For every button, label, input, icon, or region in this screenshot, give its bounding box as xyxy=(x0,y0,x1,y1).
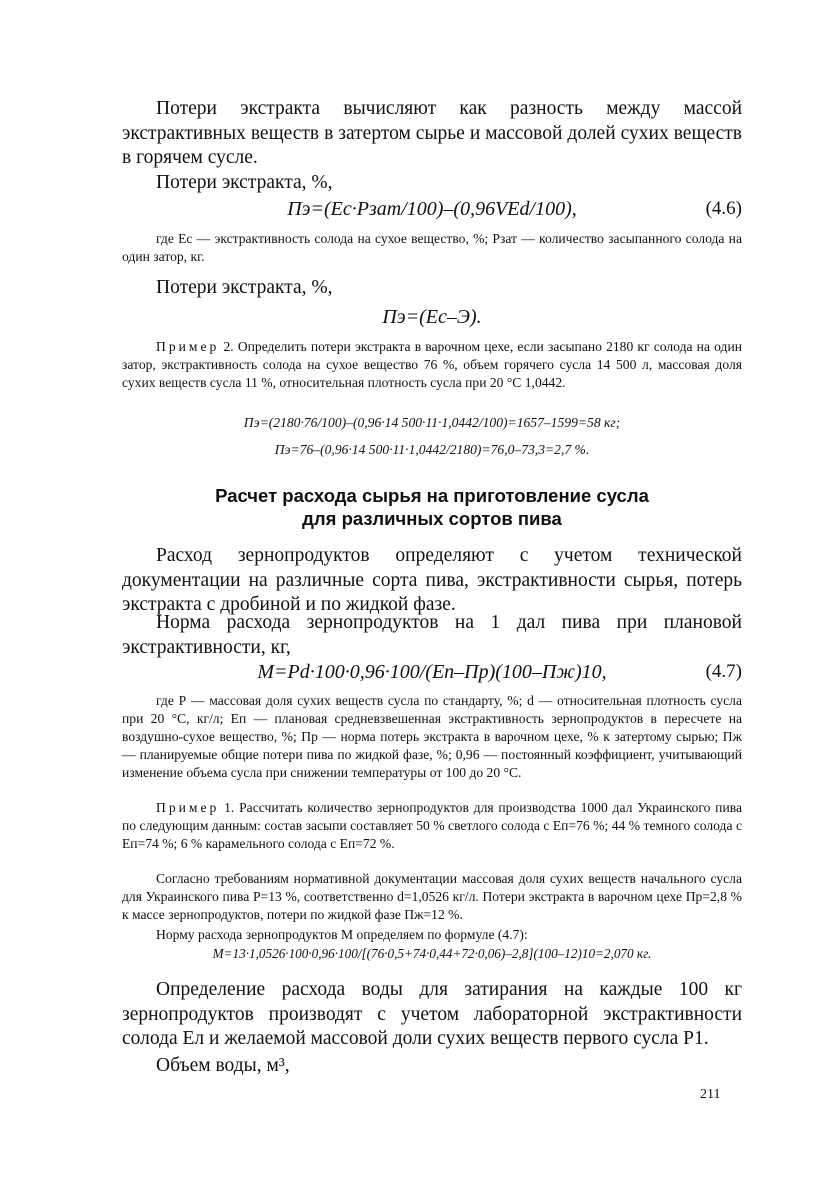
page-number: 211 xyxy=(700,1087,721,1102)
paragraph-requirements: Согласно требованиям нормативной документации массовая доля сухих веществ начального сусла для Украинского пива Р=13 %, соответственно d=1,0526 кг/л. Потери экстракта в варочном цехе Пр=2,8 % к массе зернопродуктов, потери по жидкой фазе Пж=12 %. xyxy=(122,871,742,922)
paragraph-extract-loss-definition: Потери экстракта вычисляют как разность между массой экстрактивных веществ в затертом сырье и массовой долей сухих веществ в горячем сусле. xyxy=(122,98,742,168)
example-2-label: Пример xyxy=(156,339,220,354)
paragraph-norm-formula: Норму расхода зернопродуктов М определяем по формуле (4.7): xyxy=(156,927,528,942)
formula-4-6-number: (4.6) xyxy=(705,198,742,219)
section-heading xyxy=(122,484,742,530)
example-1-text: 1. Рассчитать количество зернопродуктов для производства 1000 дал Украинского пива по следующим данным: состав засыпи составляет 50 % светлого солода с Еп=76 %; 44 % темного солода с Еп=74 %; 6 % карамельного солода с Еп=72 %. xyxy=(122,800,742,851)
formula-short: Пэ=(Ес–Э). xyxy=(382,306,482,328)
paragraph-example-2 xyxy=(122,338,742,392)
paragraph-water-consumption: Определение расхода воды для затирания на каждые 100 кг зернопродуктов производят с учетом лабораторной экстрактивности солода Ел и желаемой массовой доли сухих веществ первого сусла Р1. xyxy=(122,979,742,1049)
formula-4-7-text: M=Pd·100·0,96·100/(Еп–Пр)(100–Пж)10, xyxy=(257,661,607,683)
section-heading-line-1: Расчет расхода сырья на приготовление сусла xyxy=(215,485,649,506)
formula-4-7 xyxy=(122,659,742,685)
paragraph-norm-consumption: Норма расхода зернопродуктов на 1 дал пива при плановой экстрактивности, кг, xyxy=(122,612,742,658)
paragraph-extract-loss-label: Потери экстракта, %, xyxy=(156,172,333,193)
example-1-label: Пример xyxy=(156,800,220,815)
calc-line-3: M=13·1,0526·100·0,96·100/[(76·0,5+74·0,44+72·0,06)–2,8](100–12)10=2,070 кг. xyxy=(212,946,652,961)
paragraph-where-4-7: где Р — массовая доля сухих веществ сусла по стандарту, %; d — относительная плотность сусла при 20 °С, кг/л; Еп — плановая средневзвешенная экстрактивность зернопродуктов в пересчете на воздушно-сухое вещество, %; Пр — норма потерь экстракта в варочном цехе, % к затертому сырью; Пж — планируемые общие потери пива по жидкой фазе, %; 0,96 — постоянный коэффициент, учитывающий изменение объема сусла при снижении температуры от 100 до 20 °С. xyxy=(122,693,742,780)
paragraph-where-4-6: где Ес — экстрактивность солода на сухое вещество, %; Рзат — количество засыпанного солода на один затор, кг. xyxy=(122,231,742,264)
paragraph-water-volume: Объем воды, м³, xyxy=(156,1055,290,1076)
paragraph-extract-loss-label-2: Потери экстракта, %, xyxy=(156,277,333,298)
paragraph-grain-consumption: Расход зернопродуктов определяют с учетом технической документации на различные сорта пива, экстрактивности сырья, потерь экстракта с дробиной и по жидкой фазе. xyxy=(122,545,742,615)
calc-line-2: Пэ=76–(0,96·14 500·11·1,0442/2180)=76,0–73,3=2,7 %. xyxy=(274,442,590,457)
formula-4-6-text: Пэ=(Ес·Рзат/100)–(0,96VEd/100), xyxy=(287,198,577,220)
paragraph-example-1 xyxy=(122,799,742,853)
formula-4-6 xyxy=(122,196,742,222)
section-heading-line-2: для различных сортов пива xyxy=(302,508,562,529)
calc-line-1: Пэ=(2180·76/100)–(0,96·14 500·11·1,0442/100)=1657–1599=58 кг; xyxy=(243,415,621,430)
formula-4-7-number: (4.7) xyxy=(705,661,742,682)
example-2-text: 2. Определить потери экстракта в варочном цехе, если засыпано 2180 кг солода на один затор, экстрактивность солода на сухое вещество 76 %, объем горячего сусла 14 500 л, массовая доля сухих веществ сусла 11 %, относительная плотность сусла при 20 °С 1,0442. xyxy=(122,339,742,390)
